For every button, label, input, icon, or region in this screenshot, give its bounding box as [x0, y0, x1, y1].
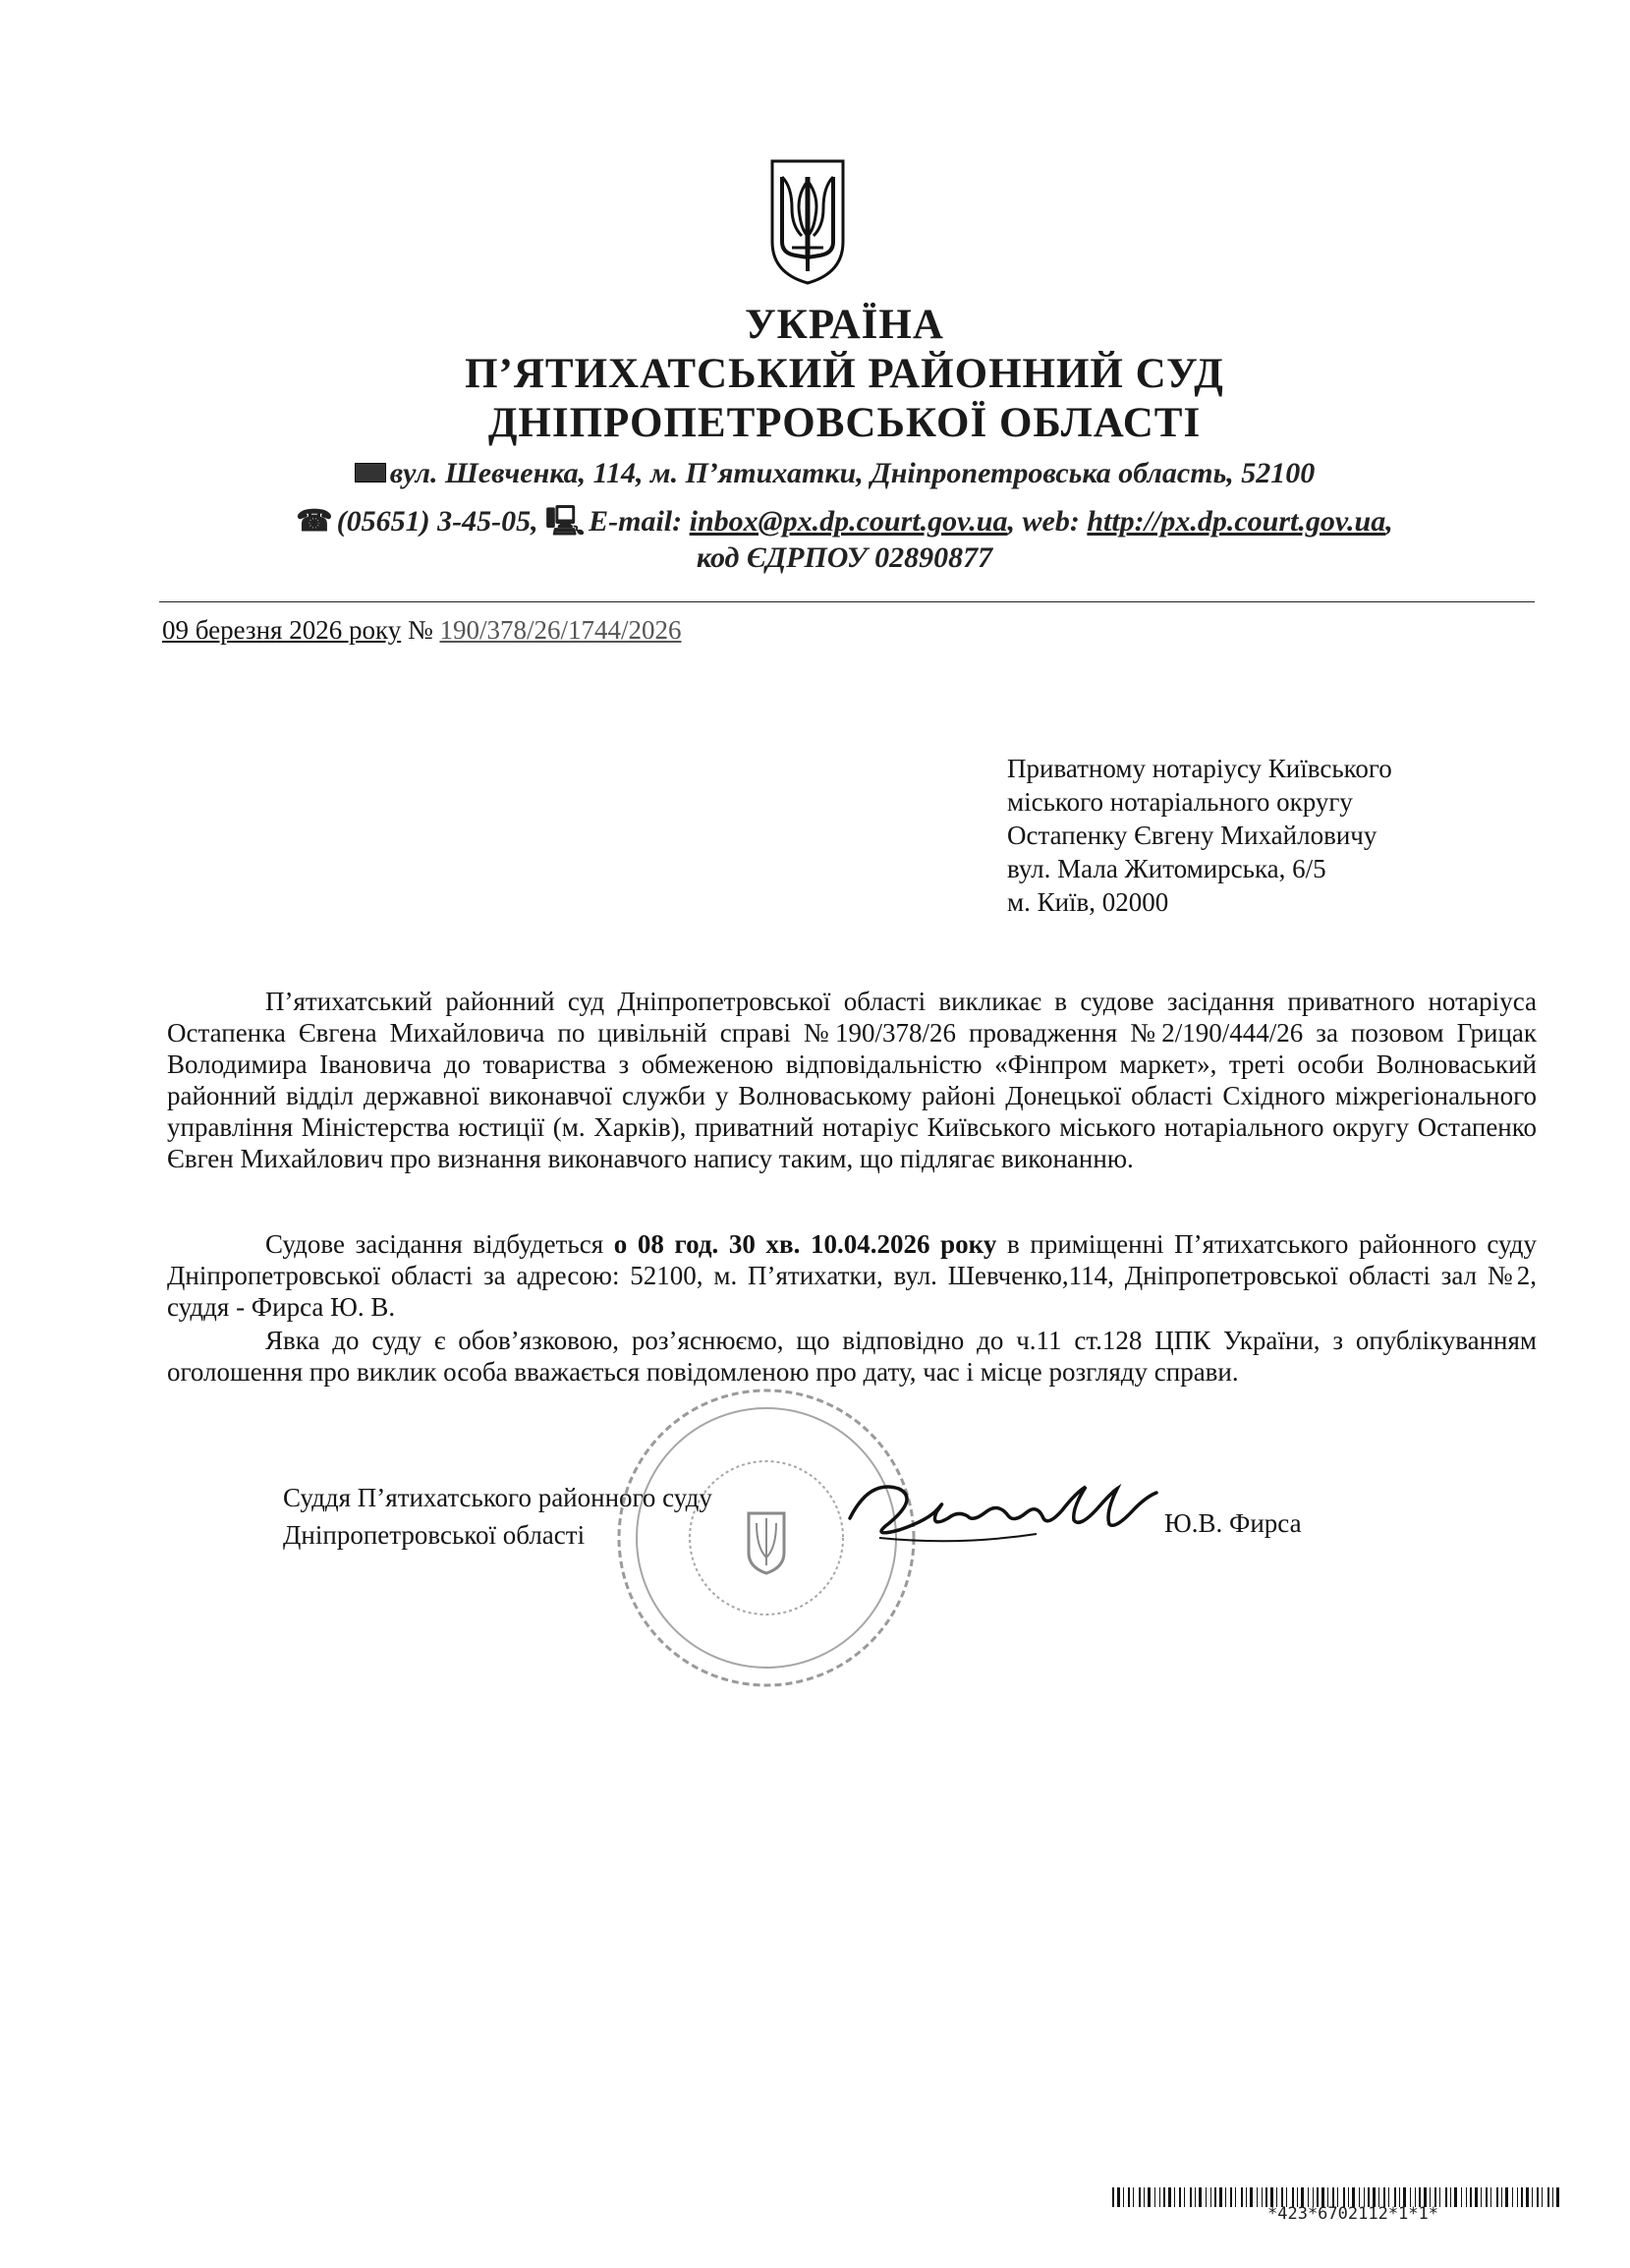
- signature-title-line-2: Дніпропетровської області: [283, 1520, 586, 1550]
- body-paragraph-summons: [167, 986, 1537, 1174]
- computer-icon: 🖳: [545, 505, 586, 538]
- body-p2-before: Судове засідання відбудеться: [265, 1229, 614, 1259]
- body-paragraph-3-text: Явка до суду є обов’язковою, роз’яснюємо, що відповідно до ч.11 ст.128 ЦПК України, з опублікуванням оголошення про виклик особа вважається повідомленою про дату, час і місце розгляду справи.: [167, 1326, 1537, 1387]
- signature-title: [283, 1479, 712, 1554]
- header-phone: (05651) 3-45-05,: [336, 505, 538, 538]
- header-edrpou: код ЄДРПОУ 02890877: [696, 541, 993, 574]
- header-address: вул. Шевченка, 114, м. П’ятихатки, Дніпропетровська область, 52100: [389, 457, 1316, 489]
- reference-line: [162, 615, 681, 646]
- header-web-link[interactable]: http://px.dp.court.gov.ua: [1087, 505, 1386, 538]
- header-email-link[interactable]: inbox@px.dp.court.gov.ua: [689, 505, 1008, 538]
- barcode-text: *423*6702112*1*1*: [1267, 2204, 1438, 2224]
- body-p2-after: в приміщенні П’ятихатського районного суду Дніпропетровської області за адресою: 52100, м. П’ятихатки, вул. Шевченко,114, Дніпропетровської області зал №2, суддя - Фирса Ю. В.: [167, 1229, 1537, 1322]
- reference-number-sign: №: [407, 615, 433, 645]
- addressee-line: Приватному нотаріусу Київського: [1007, 754, 1392, 783]
- coat-of-arms-icon: [766, 157, 849, 287]
- header-divider: [159, 601, 1535, 602]
- handwritten-signature-icon: [840, 1469, 1164, 1558]
- body-paragraph-hearing: [167, 1228, 1537, 1323]
- header-email-label: E-mail:: [589, 505, 683, 538]
- signature-name: Ю.В. Фирса: [1164, 1508, 1302, 1538]
- addressee-line: міського нотаріального округу: [1007, 787, 1353, 817]
- addressee-line: Остапенку Євгену Михайловичу: [1007, 821, 1377, 850]
- signature-title-line-1: Суддя П’ятихатського районного суду: [283, 1483, 712, 1512]
- hearing-datetime: о 08 год. 30 хв. 10.04.2026 року: [613, 1229, 997, 1259]
- header-contacts-line: ☎ (05651) 3-45-05, 🖳 E-mail: inbox@px.dp.court.gov.ua, web: http://px.dp.court.gov.ua,: [29, 499, 1630, 549]
- addressee-block: [1007, 752, 1392, 919]
- reference-number: 190/378/26/1744/2026: [439, 615, 682, 645]
- header-address-line: [20, 457, 1630, 490]
- phone-icon: ☎: [296, 505, 333, 538]
- addressee-line: вул. Мала Житомирська, 6/5: [1007, 854, 1326, 883]
- header-region: ДНІПРОПЕТРОВСЬКОЇ ОБЛАСТІ: [487, 400, 1202, 446]
- header-country: УКРАЇНА: [745, 302, 944, 348]
- addressee-line: м. Київ, 02000: [1007, 887, 1169, 917]
- envelope-icon: [355, 463, 386, 482]
- body-paragraph-1-text: П’ятихатський районний суд Дніпропетровської області викликає в судове засідання приватного нотаріуса Остапенка Євгена Михайловича по цивільній справі №190/378/26 провадження №2/190/444/26 за позовом Грицак Володимира Івановича до товариства з обмеженою відповідальністю «Фінпром маркет», треті особи Волноваський районний відділ державної виконавчої служби у Волноваському районі Донецької області Східного міжрегіонального управління Міністерства юстиції (м. Харків), приватний нотаріус Київського міського нотаріального округу Остапенко Євген Михайлович про визнання виконавчого напису таким, що підлягає виконанню.: [167, 987, 1537, 1173]
- reference-date: 09 березня 2026 року: [162, 615, 402, 645]
- header-web-label: , web:: [1007, 505, 1080, 538]
- header-court-name: П’ЯТИХАТСЬКИЙ РАЙОННИЙ СУД: [465, 351, 1224, 397]
